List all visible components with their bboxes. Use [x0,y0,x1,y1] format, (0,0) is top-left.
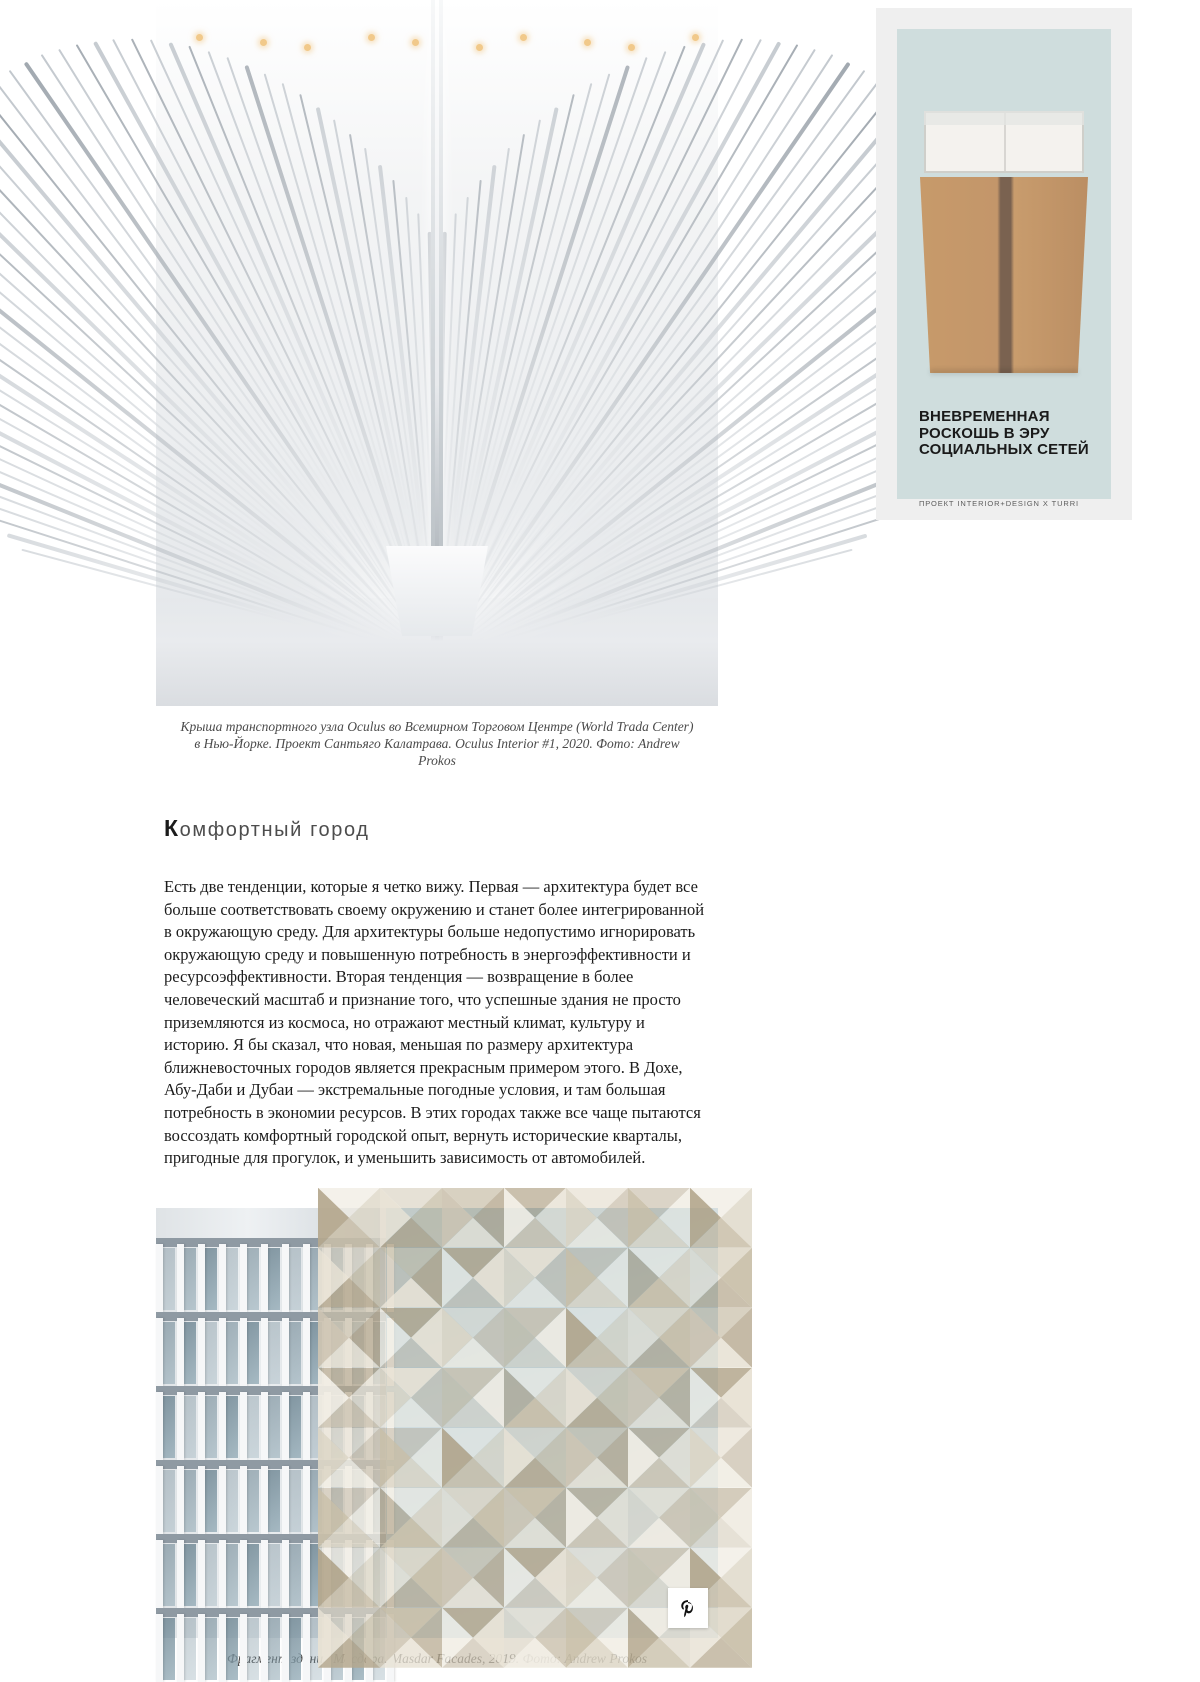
pinterest-save-button-masdar[interactable] [668,1588,708,1628]
masdar-illustration [156,1208,718,1638]
sidebar-ad-card[interactable] [897,29,1111,508]
figure-masdar [156,1208,718,1667]
sidebar-ad-slot[interactable] [876,8,1132,520]
article-column [156,0,718,1667]
oculus-photo [156,0,718,706]
ad-headline: ВНЕВРЕМЕННАЯ РОСКОШЬ В ЭРУ СОЦИАЛЬНЫХ СЕТЕЙ [919,408,1089,458]
page-title [164,815,718,842]
heading-rest: омфортный город [179,819,370,841]
oculus-illustration [156,0,718,706]
masdar-photo [156,1208,718,1638]
figure-caption-oculus: Крыша транспортного узла Oculus во Всемирном Торговом Центре (World Trada Center) в Нью-Йорке. Проект Сантьяго Калатрава. Oculus Interior #1, 2020. Фото: Andrew Prokos [180,719,694,768]
ad-subline: ПРОЕКТ INTERIOR+DESIGN X TURRI [919,499,1080,508]
article-paragraph: Есть две тенденции, которые я четко вижу. Первая — архитектура будет все больше соответствовать своему окружению и станет более интегрированной в окружающую среду. Для архитектуры больше недопустимо игнорировать окружающую среду и повышенную потребность в энергоэффективности и ресурсоэффективности. Вторая тенденция — возвращение в более человеческий масштаб и признание того, что успешные здания не просто приземляются из космоса, но отражают местный климат, культуру и историю. Я бы сказал, что новая, меньшая по размеру архитектура ближневосточных городов является прекрасным примером этого. В Дохе, Абу-Даби и Дубаи — экстремальные погодные условия, и там большая потребность в экономии ресурсов. В этих городах также все чаще пытаются воссоздать комфортный городской опыт, вернуть исторические кварталы, пригодные для прогулок, и уменьшить зависимость от автомобилей. [164,877,705,1168]
oculus-skylight [435,0,439,640]
figure-oculus [156,0,718,769]
heading-drop-cap: К [164,815,180,841]
ad-product-illustration [920,111,1088,389]
pinterest-icon [679,1599,697,1617]
figure-caption-masdar: Фрагмент зданий [226,1650,330,1666]
